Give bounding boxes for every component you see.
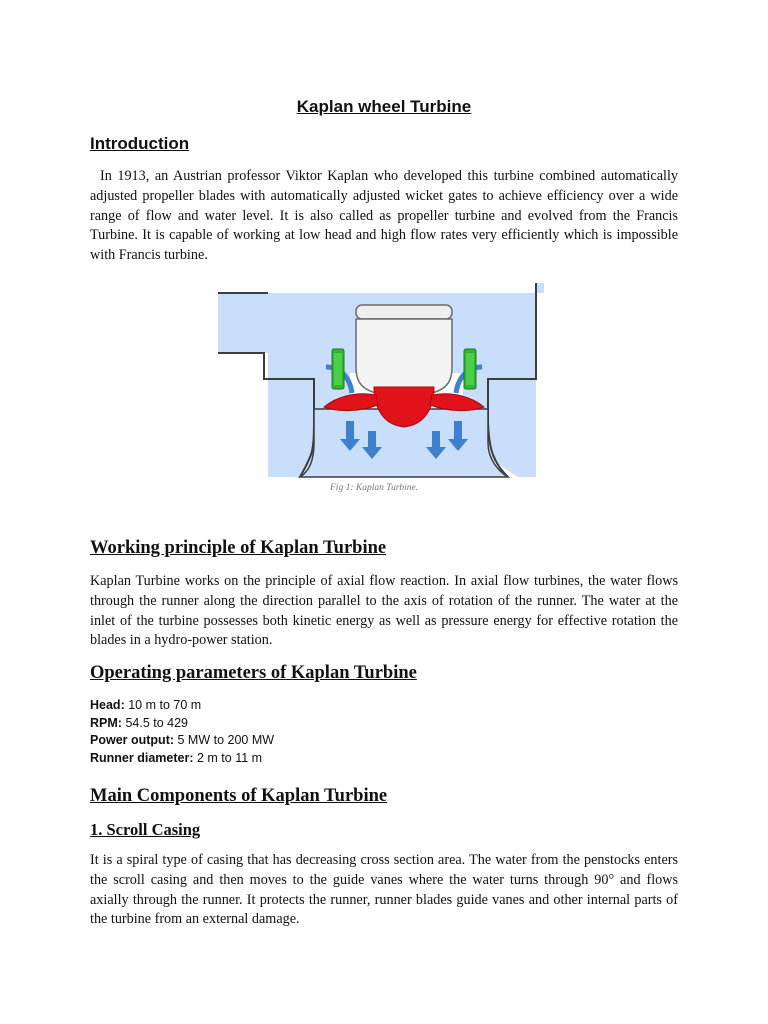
- figure-caption: Fig 1: Kaplan Turbine.: [330, 483, 419, 493]
- kaplan-turbine-figure: [218, 283, 544, 501]
- working-principle-heading: Working principle of Kaplan Turbine: [90, 538, 387, 558]
- parameter-value: 5 MW to 200 MW: [177, 733, 275, 747]
- parameter-value: 10 m to 70 m: [128, 698, 202, 712]
- operating-parameters-list: [90, 697, 274, 767]
- parameter-value: 2 m to 11 m: [196, 750, 263, 765]
- document-title: Kaplan wheel Turbine: [296, 97, 472, 116]
- main-components-heading: Main Components of Kaplan Turbine: [90, 786, 388, 806]
- parameter-label: Runner diameter:: [90, 750, 194, 765]
- parameter-value: 54.5 to 429: [125, 715, 188, 730]
- scroll-casing-heading: 1. Scroll Casing: [90, 820, 201, 839]
- vane-cap-right: [466, 353, 474, 385]
- working-principle-paragraph: Kaplan Turbine works on the principle of axial flow reaction. In axial flow turbines, the water flows through the runner along the direction parallel to the axis of rotation of the runner. The water at the inlet of the turbine possesses both kinetic energy as well as pressure energy for effective rotation the blades in a hydro-power station.: [90, 573, 678, 649]
- parameter-rpm: [90, 715, 274, 733]
- kaplan-turbine-diagram: [218, 283, 544, 501]
- hub-body: [356, 319, 452, 397]
- parameter-label: Head:: [90, 698, 125, 712]
- scroll-casing-paragraph: It is a spiral type of casing that has decreasing cross section area. The water from the penstocks enters the scroll casing and then moves to the guide vanes where the water turns through 90° and flows axially through the runner. It protects the runner, runner blades guide vanes and other internal parts of the turbine from an external damage.: [90, 852, 678, 928]
- vane-cap-left: [334, 353, 342, 385]
- parameter-power-output: [90, 732, 274, 750]
- parameter-label: RPM:: [90, 715, 122, 730]
- parameter-label: Power output:: [90, 733, 175, 747]
- hub-cap: [356, 305, 452, 319]
- parameter-runner-diameter: [90, 750, 274, 768]
- operating-parameters-heading: Operating parameters of Kaplan Turbine: [90, 663, 417, 683]
- parameter-head: [90, 697, 274, 715]
- introduction-paragraph: In 1913, an Austrian professor Viktor Kaplan who developed this turbine combined automatically adjusted propeller blades with automatically adjusted wicket gates to achieve efficiency over a wide range of flow and water level. It is also called as propeller turbine and evolved from the Francis Turbine. It is capable of working at low head and high flow rates very efficiently which is impossible with Francis turbine.: [90, 168, 678, 264]
- introduction-heading: Introduction: [90, 134, 190, 153]
